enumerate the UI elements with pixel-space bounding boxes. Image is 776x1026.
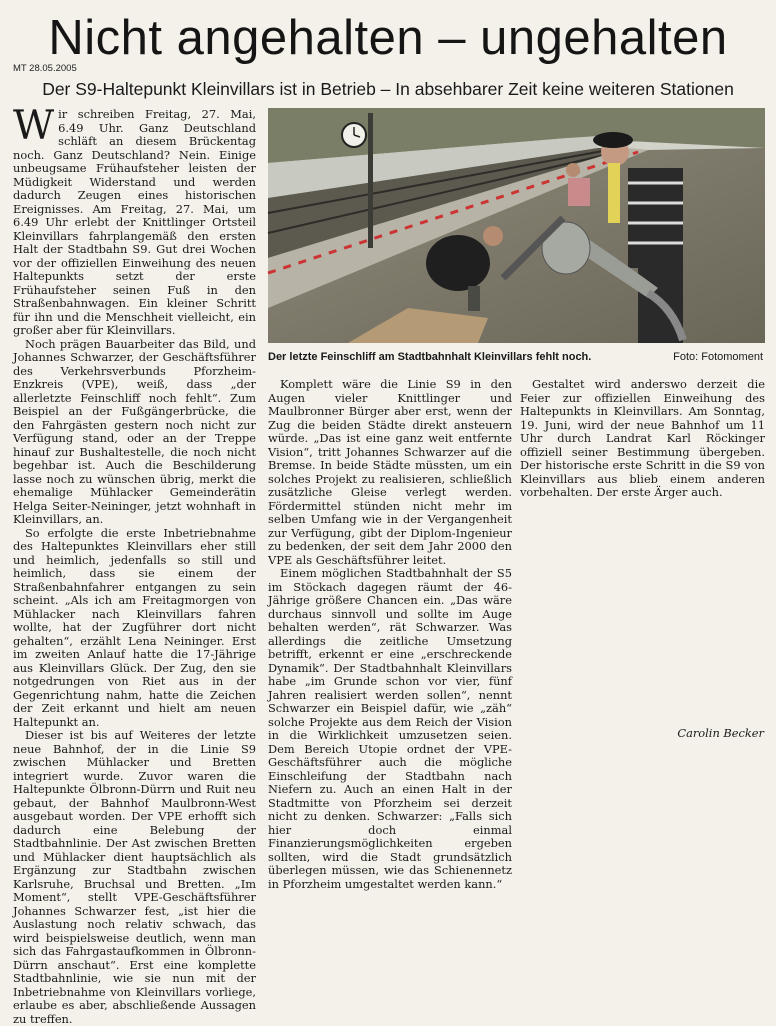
subheadline: Der S9-Haltepunkt Kleinvillars ist in Betrieb – In absehbarer Zeit keine weiteren Stationen [42, 79, 734, 99]
article-column-3 [520, 378, 765, 710]
photo-credit: Foto: Fotomoment [673, 351, 763, 363]
photo-illustration [268, 108, 765, 343]
dropcap: W [13, 103, 55, 149]
paragraph-2: Noch prägen Bauarbeiter das Bild, und Johannes Schwarzer, der Geschäftsführer des Verkehrsverbunds Pforzheim-Enzkreis (VPE), weiß, dass „der allerletzte Feinschliff noch fehlt“. Zum Beispiel an der Fußgängerbrücke, die den Fahrgästen gestern noch nicht zur Verfügung stand, oder an der Treppe hinauf zur Bushaltestelle, die noch nicht begehbar ist. Auch die Beschilderung lasse noch zu wünschen übrig, merkt die ehemalige Mühlacker Gemeinderätin Helga Seiter-Neininger, jetzt wohnhaft in Kleinvillars, an. [13, 336, 256, 526]
source-date: MT 28.05.2005 [13, 63, 77, 74]
paragraph-1-text: ir schreiben Freitag, 27. Mai, 6.49 Uhr. Ganz Deutschland schläft an diesem Brückentag noch. Ganz Deutschland? Nein. Einige unbeugsame Frühaufsteher leisten der Müdigkeit Widerstand und werden dadurch Zeugen eines historischen Ereignisses. Am Freitag, 27. Mai, um 6.49 Uhr erlebt der Knittlinger Ortsteil Kleinvillars fahrplangemäß den ersten Halt der Stadtbahn S9. Gut drei Wochen vor der offiziellen Einweihung des neuen Haltepunkts setzt der erste Frühaufsteher seinen Fuß in den Straßenbahnwagen. Ein kleiner Schritt für ihn und die Menschheit vielleicht, ein großer aber für Kleinvillars. [13, 107, 256, 337]
article-column-2 [268, 377, 512, 891]
author-byline: Carolin Becker [677, 726, 764, 740]
article-column-1 [13, 103, 256, 1026]
paragraph-6: Einem möglichen Stadtbahnhalt der S5 im Stöckach dagegen räumt der 46-Jährige größere Chancen ein. „Das wäre durchaus sinnvoll und sollte im Auge behalten werden“, rät Schwarzer. Was allerdings die zeitliche Umsetzung betrifft, erkennt er eine „erschreckende Dynamik“. Der Stadtbahnhalt Kleinvillars habe „im Grunde schon vor vier, fünf Jahren realisiert werden sollen“, nennt Schwarzer ein Beispiel dafür, wie „zäh“ solche Projekte aus dem Reich der Vision in die Wirklichkeit umzusetzen seien. Dem Bereich Utopie ordnet der VPE-Geschäftsführer auch die mögliche Einschleifung der Stadtbahn nach Niefern zu. Auch an einen Halt in der Stadtmitte von Pforzheim sei derzeit nicht zu denken. Schwarzer: „Falls sich hier doch einmal Finanzierungsmöglichkeiten ergeben sollten, wird die Stadt grundsätzlich überlegen müssen, wie das Schienennetz in Pforzheim umgestaltet werden kann.“ [268, 566, 512, 891]
photo-caption: Der letzte Feinschliff am Stadtbahnhalt Kleinvillars fehlt noch. [268, 351, 592, 363]
photo-caption-block [268, 351, 765, 363]
headline: Nicht angehalten – ungehalten [48, 11, 728, 65]
paragraph-1 [13, 103, 256, 338]
paragraph-7: Gestaltet wird anderswo derzeit die Feier zur offiziellen Einweihung des Haltepunkts in Kleinvillars. Am Sonntag, 19. Juni, wird der neue Bahnhof um 11 Uhr durch Landrat Karl Röckinger offiziell seiner Bestimmung übergeben. Der historische erste Schritt in die S9 von Kleinvillars aus blieb einem anderen vorbehalten. Der erste Ärger auch. [520, 377, 765, 499]
paragraph-3: So erfolgte die erste Inbetriebnahme des Haltepunktes Kleinvillars eher still und heimlich, jedenfalls so still und heimlich, dass sie einem der Straßenbahnfahrer entgangen zu sein scheint. „Als ich am Freitagmorgen von Mühlacker nach Kleinvillars fahren wollte, hat der Zugführer dort nicht gehalten“, erzählt Lena Neininger. Erst im zweiten Anlauf hatte die 17-Jährige aus Kleinvillars Glück. Der Zug, den sie notgedrungen von Riet aus in der Gegenrichtung nahm, hatte die Zeichen der Zeit erkannt und hielt am neuen Haltepunkt an. [13, 525, 256, 729]
paragraph-5: Komplett wäre die Linie S9 in den Augen vieler Knittlinger und Maulbronner Bürger aber erst, wenn der Zug die beiden Städte direkt ansteuern würde. „Das ist eine ganz weit entfernte Vision“, tritt Johannes Schwarzer auf die Bremse. In beide Städte müssten, um ein solches Projekt zu realisieren, schließlich zusätzliche Gleise verlegt werden. Fördermittel stünden nicht mehr im selben Umfang wie in der Vergangenheit zur Verfügung, gibt der Diplom-Ingenieur zu bedenken, der seit dem Jahr 2000 den VPE als Geschäftsführer leitet. [268, 377, 512, 567]
paragraph-4: Dieser ist bis auf Weiteres der letzte neue Bahnhof, der in die Linie S9 zwischen Mühlacker und Bretten integriert wurde. Zuvor waren die Haltepunkte Ölbronn-Dürrn und Ruit neu gebaut, der Bahnhof Maulbronn-West ausgebaut worden. Der VPE erhofft sich dadurch eine Belebung der Stadtbahnlinie. Der Ast zwischen Bretten und Mühlacker dient hauptsächlich als Ergänzung zur Stadtbahn zwischen Karlsruhe, Bruchsal und Bretten. „Im Moment“, stellt VPE-Geschäftsführer Johannes Schwarzer fest, „ist hier die Auslastung noch relativ schwach, das wird beispielsweise deutlich, wenn man sich das Fahrgastaufkommen in Ölbronn-Dürrn anschaut“. Erst eine komplette Stadtbahnlinie, wie sie nun mit der Inbetriebnahme von Kleinvillars vorliege, erlaube es aber, abschließende Aussagen zu treffen. [13, 728, 256, 1026]
article-photo [268, 108, 765, 343]
